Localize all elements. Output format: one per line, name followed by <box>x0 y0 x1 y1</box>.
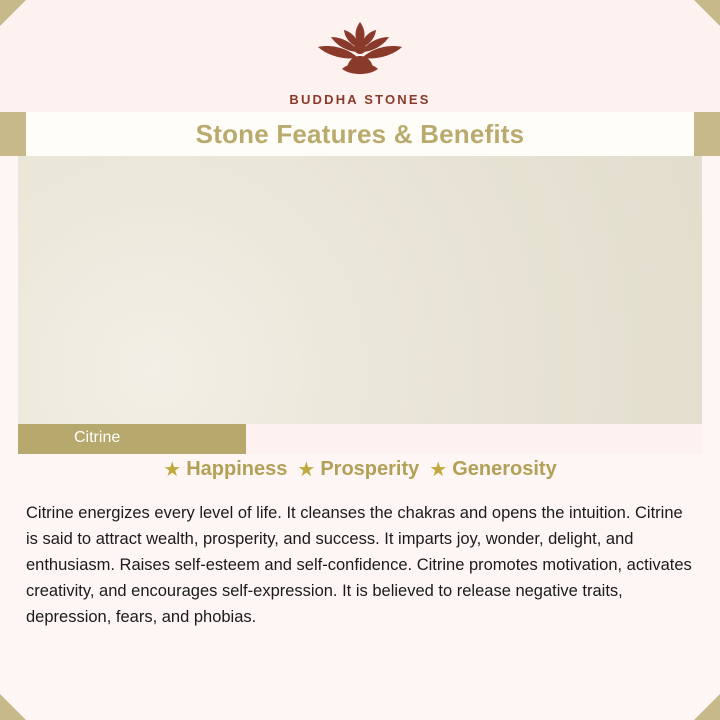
keyword-label: Happiness <box>186 458 288 480</box>
stone-name-fill <box>18 424 246 454</box>
keyword-item <box>425 458 560 481</box>
stone-name: Citrine <box>74 429 121 446</box>
stone-name-strip <box>18 424 702 454</box>
corner-decoration-bottom-right <box>694 694 720 720</box>
brand-logo <box>0 16 720 107</box>
keyword-label: Generosity <box>452 458 557 480</box>
stone-description: Citrine energizes every level of life. It cleanses the chakras and opens the intuition. Citrine is said to attract wealth, prosperity, and success. It imparts joy, wonder, delight, and enthusiasm. Raises self-esteem and self-confidence. Citrine promotes motivation, activates creativity, and encourages self-expression. It is believed to release negative traits, depression, fears, and phobias. <box>26 504 692 627</box>
brand-name: BUDDHA STONES <box>289 92 431 107</box>
corner-decoration-bottom-left <box>0 694 26 720</box>
title-edge-right <box>694 112 720 156</box>
stone-name-fill-right <box>246 424 702 454</box>
photo-background <box>18 156 702 424</box>
lotus-meditation-icon <box>300 16 420 86</box>
star-icon: ★ <box>297 458 316 481</box>
keyword-item <box>159 458 291 481</box>
keyword-item <box>293 458 423 481</box>
star-icon: ★ <box>429 458 448 481</box>
page-title-bar <box>0 112 720 156</box>
title-edge-left <box>0 112 26 156</box>
keyword-list <box>0 458 720 481</box>
page-title: Stone Features & Benefits <box>195 118 525 149</box>
stone-photo <box>18 156 702 424</box>
keyword-label: Prosperity <box>320 458 420 480</box>
star-icon: ★ <box>163 458 182 481</box>
